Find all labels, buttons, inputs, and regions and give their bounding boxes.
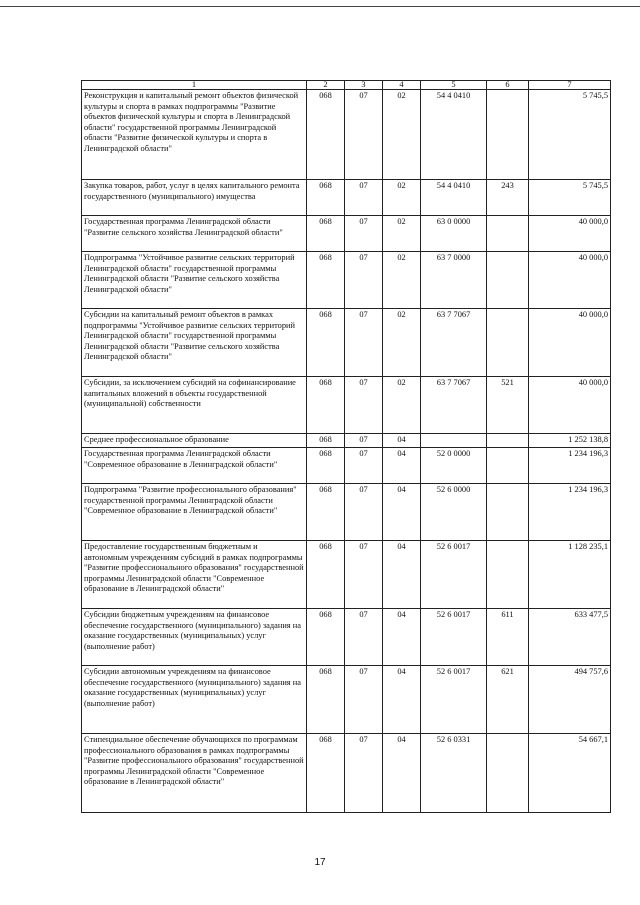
row-col-5: 52 6 0331 (421, 734, 487, 813)
table-row (82, 252, 611, 309)
row-col-3: 07 (345, 541, 383, 609)
row-col-2: 068 (307, 609, 345, 666)
row-col-4: 04 (383, 734, 421, 813)
row-col-4: 02 (383, 180, 421, 216)
row-col-3: 07 (345, 448, 383, 484)
row-col-6 (487, 734, 529, 813)
row-col-6: 243 (487, 180, 529, 216)
row-col-2: 068 (307, 180, 345, 216)
row-description: Государственная программа Ленинградской области "Развитие сельского хозяйства Ленинградской области" (82, 216, 307, 252)
row-col-2: 068 (307, 666, 345, 734)
row-col-4: 04 (383, 448, 421, 484)
row-col-3: 07 (345, 309, 383, 377)
col-header-3: 3 (345, 81, 383, 90)
row-col-2: 068 (307, 377, 345, 434)
col-header-2: 2 (307, 81, 345, 90)
row-description: Государственная программа Ленинградской области "Современное образование в Ленинградской области" (82, 448, 307, 484)
table-row (82, 448, 611, 484)
row-description: Стипендиальное обеспечение обучающихся по программам профессионального образования в рамках подпрограммы "Развитие профессионального образования" государственной программы Ленинградской области "Современное образование в Ленинградской области" (82, 734, 307, 813)
table-row (82, 609, 611, 666)
row-col-3: 07 (345, 484, 383, 541)
row-col-7: 40 000,0 (529, 309, 611, 377)
row-col-7: 1 128 235,1 (529, 541, 611, 609)
row-col-5: 54 4 0410 (421, 180, 487, 216)
table-row (82, 180, 611, 216)
row-col-2: 068 (307, 216, 345, 252)
budget-table (81, 80, 611, 813)
row-col-3: 07 (345, 609, 383, 666)
row-col-7: 1 252 138,8 (529, 434, 611, 448)
row-col-6: 621 (487, 666, 529, 734)
row-col-5: 52 6 0017 (421, 541, 487, 609)
row-col-7: 40 000,0 (529, 252, 611, 309)
table-row (82, 309, 611, 377)
row-col-2: 068 (307, 448, 345, 484)
row-col-4: 02 (383, 90, 421, 180)
row-col-7: 1 234 196,3 (529, 484, 611, 541)
row-description: Реконструкция и капитальный ремонт объектов физической культуры и спорта в рамках подпрограммы "Развитие объектов физической культуры и спорта в Ленинградской области" государственной программы Ленинградской области "Развитие физической культуры и спорта в Ленинградской области" (82, 90, 307, 180)
row-description: Субсидии на капитальный ремонт объектов в рамках подпрограммы "Устойчивое развитие сельских территорий Ленинградской области" государственной программы Ленинградской области "Развитие сельского хозяйства Ленинградской области" (82, 309, 307, 377)
row-col-7: 54 667,1 (529, 734, 611, 813)
row-col-2: 068 (307, 252, 345, 309)
row-col-5: 54 4 0410 (421, 90, 487, 180)
table-row (82, 666, 611, 734)
table-row (82, 90, 611, 180)
row-col-7: 40 000,0 (529, 216, 611, 252)
row-col-5: 63 7 0000 (421, 252, 487, 309)
row-col-5: 52 6 0000 (421, 484, 487, 541)
col-header-7: 7 (529, 81, 611, 90)
table-row (82, 434, 611, 448)
col-header-1: 1 (82, 81, 307, 90)
row-col-2: 068 (307, 434, 345, 448)
row-col-6: 521 (487, 377, 529, 434)
table-row (82, 377, 611, 434)
row-col-2: 068 (307, 309, 345, 377)
row-col-2: 068 (307, 734, 345, 813)
row-col-7: 5 745,5 (529, 180, 611, 216)
row-col-4: 04 (383, 666, 421, 734)
row-col-3: 07 (345, 216, 383, 252)
row-col-4: 02 (383, 309, 421, 377)
row-col-4: 02 (383, 216, 421, 252)
row-col-3: 07 (345, 434, 383, 448)
row-col-2: 068 (307, 484, 345, 541)
table-row (82, 484, 611, 541)
col-header-4: 4 (383, 81, 421, 90)
row-col-6 (487, 216, 529, 252)
row-col-7: 633 477,5 (529, 609, 611, 666)
top-rule (0, 6, 640, 7)
page-number: 17 (314, 857, 326, 868)
row-col-3: 07 (345, 666, 383, 734)
row-col-7: 40 000,0 (529, 377, 611, 434)
row-col-2: 068 (307, 541, 345, 609)
row-col-6 (487, 90, 529, 180)
row-description: Предоставление государственным бюджетным и автономным учреждениям субсидий в рамках подпрограммы "Развитие профессионального образования" государственной программы Ленинградской области "Современное образование в Ленинградской области" (82, 541, 307, 609)
row-col-7: 494 757,6 (529, 666, 611, 734)
row-col-3: 07 (345, 734, 383, 813)
row-col-5: 52 6 0017 (421, 666, 487, 734)
row-col-4: 04 (383, 541, 421, 609)
table-row (82, 216, 611, 252)
row-col-6 (487, 252, 529, 309)
row-col-5 (421, 434, 487, 448)
row-col-6 (487, 309, 529, 377)
row-col-5: 52 0 0000 (421, 448, 487, 484)
row-col-6 (487, 434, 529, 448)
row-col-5: 63 7 7067 (421, 309, 487, 377)
header-row (82, 81, 611, 90)
row-col-6 (487, 484, 529, 541)
row-col-5: 63 0 0000 (421, 216, 487, 252)
row-col-4: 04 (383, 484, 421, 541)
row-col-2: 068 (307, 90, 345, 180)
row-description: Субсидии автономным учреждениям на финансовое обеспечение государственного (муниципального) задания на оказание государственных (муниципальных) услуг (выполнение работ) (82, 666, 307, 734)
row-col-6 (487, 541, 529, 609)
row-col-5: 63 7 7067 (421, 377, 487, 434)
row-description: Субсидии бюджетным учреждениям на финансовое обеспечение государственного (муниципального) задания на оказание государственных (муниципальных) услуг (выполнение работ) (82, 609, 307, 666)
row-col-5: 52 6 0017 (421, 609, 487, 666)
row-col-4: 04 (383, 609, 421, 666)
row-col-6: 611 (487, 609, 529, 666)
col-header-5: 5 (421, 81, 487, 90)
row-description: Подпрограмма "Развитие профессионального образования" государственной программы Ленинградской области "Современное образование в Ленинградской области" (82, 484, 307, 541)
row-col-7: 5 745,5 (529, 90, 611, 180)
col-header-6: 6 (487, 81, 529, 90)
row-description: Среднее профессиональное образование (82, 434, 307, 448)
table-row (82, 541, 611, 609)
row-col-3: 07 (345, 180, 383, 216)
row-description: Подпрограмма "Устойчивое развитие сельских территорий Ленинградской области" государственной программы Ленинградской области "Развитие сельского хозяйства Ленинградской области" (82, 252, 307, 309)
row-col-4: 02 (383, 377, 421, 434)
row-col-3: 07 (345, 252, 383, 309)
row-col-7: 1 234 196,3 (529, 448, 611, 484)
row-col-4: 02 (383, 252, 421, 309)
row-description: Субсидии, за исключением субсидий на софинансирование капитальных вложений в объекты государственной (муниципальной) собственности (82, 377, 307, 434)
row-col-3: 07 (345, 90, 383, 180)
row-col-4: 04 (383, 434, 421, 448)
row-description: Закупка товаров, работ, услуг в целях капитального ремонта государственного (муниципального) имущества (82, 180, 307, 216)
table-row (82, 734, 611, 813)
row-col-3: 07 (345, 377, 383, 434)
row-col-6 (487, 448, 529, 484)
